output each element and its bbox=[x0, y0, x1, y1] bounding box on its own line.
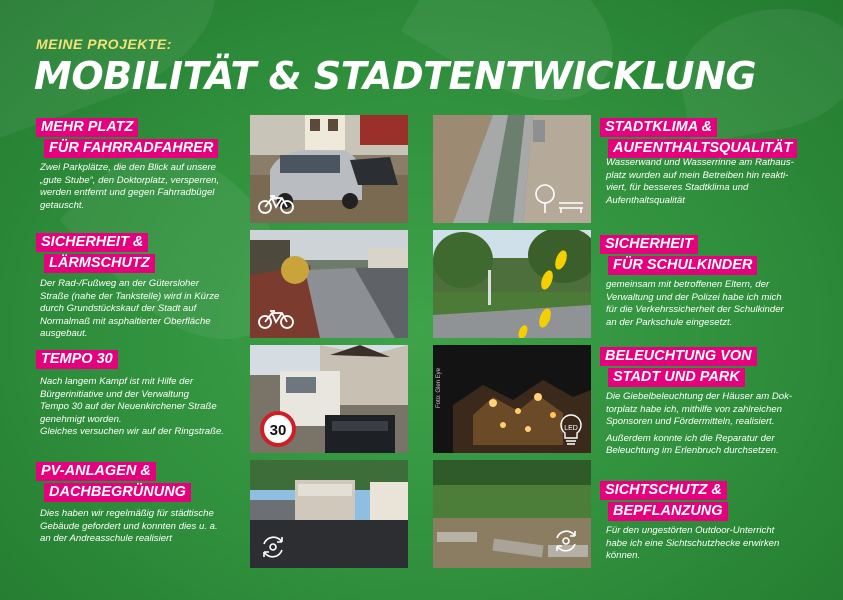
text-line: Sponsoren und Fördermitteln, realisiert. bbox=[606, 416, 775, 428]
text-line: Für den ungestörten Outdoor-Unterricht bbox=[606, 525, 775, 536]
recycle-icon bbox=[258, 532, 288, 562]
text-line: genehmigt worden. bbox=[40, 413, 122, 425]
photo-parking bbox=[250, 115, 408, 223]
text-line: Der Rad-/Fußweg an der Gütersloher bbox=[40, 278, 199, 289]
photo-sidewalk bbox=[250, 230, 408, 338]
text-line: Die Giebelbeleuchtung der Häuser am Dok- bbox=[606, 391, 793, 402]
heading-sichtschutz bbox=[600, 481, 728, 523]
heading-line: STADTKLIMA & bbox=[600, 118, 717, 137]
heading-line: LÄRMSCHUTZ bbox=[44, 254, 155, 273]
text-line: gemeinsam mit betroffenen Eltern, der bbox=[606, 279, 770, 290]
text-line: platz wurden auf mein Betreiben hin reakti- bbox=[606, 169, 789, 181]
text-line: Gleiches versuchen wir auf der Ringstraße. bbox=[40, 426, 224, 438]
page-title: MOBILITÄT & STADTENTWICKLUNG bbox=[34, 54, 757, 98]
heading-tempo30 bbox=[36, 350, 118, 371]
text-line: Wasserwand und Wasserrinne am Rathaus- bbox=[606, 157, 794, 168]
heading-line: PV-ANLAGEN & bbox=[36, 462, 156, 481]
text-line: Straße (nahe der Tankstelle) wird in Kürze bbox=[40, 290, 220, 302]
text-schulkinder bbox=[606, 279, 784, 329]
speed-limit-sign-icon bbox=[260, 411, 296, 447]
text-line: Außerdem konnte ich die Reparatur der bbox=[606, 432, 775, 444]
kicker: MEINE PROJEKTE: bbox=[36, 36, 172, 52]
text-line: Aufenthaltsqualität bbox=[606, 194, 685, 206]
footprints-icon bbox=[513, 248, 573, 338]
text-line: „gute Stube“, den Doktorplatz, versperren, bbox=[40, 174, 220, 186]
photo-water-channel bbox=[433, 115, 591, 223]
text-tempo30 bbox=[40, 376, 224, 439]
heading-laermschutz bbox=[36, 233, 155, 275]
text-line: Normalmaß mit asphaltierter Oberfläche bbox=[40, 315, 211, 327]
text-line: Nach langem Kampf ist mit Hilfe der bbox=[40, 376, 194, 387]
bicycle-icon bbox=[258, 308, 294, 330]
text-line: Beleuchtung im Erlenbruch durchsetzen. bbox=[606, 445, 779, 457]
photo-pv-roof bbox=[250, 460, 408, 568]
text-line: für die Verkehrssicherheit der Schulkinder bbox=[606, 304, 784, 316]
photo-school-crossing bbox=[433, 230, 591, 338]
bicycle-icon bbox=[258, 193, 294, 215]
text-line: Verwaltung und der Polizei habe ich mich bbox=[606, 291, 782, 303]
text-line: können. bbox=[606, 550, 641, 562]
speed-limit-value: 30 bbox=[269, 422, 287, 439]
heading-line: SICHTSCHUTZ & bbox=[600, 481, 727, 500]
heading-line: STADT UND PARK bbox=[608, 368, 745, 387]
text-line: Bürgerinitiative und der Verwaltung bbox=[40, 388, 189, 400]
text-line: habe ich eine Sichtschutzhecke erwirken bbox=[606, 537, 780, 549]
heading-line: BELEUCHTUNG VON bbox=[600, 347, 757, 366]
heading-beleuchtung bbox=[600, 347, 757, 389]
heading-stadtklima bbox=[600, 118, 797, 160]
text-line: torplatz habe ich, mithilfe von zahlreichen bbox=[606, 403, 782, 415]
text-line: viert, für besseres Stadtklima und bbox=[606, 182, 749, 194]
text-line: Gebäude gefordert und konnten dies u. a. bbox=[40, 520, 218, 532]
heading-fahrrad bbox=[36, 118, 218, 160]
text-sichtschutz bbox=[606, 525, 779, 563]
text-line: Zwei Parkplätze, die den Blick auf unsere bbox=[40, 162, 216, 173]
heading-line: FÜR FAHRRADFAHRER bbox=[44, 139, 218, 158]
heading-line: DACHBEGRÜNUNG bbox=[44, 483, 191, 502]
photo-credit: Foto: Glen Eye bbox=[436, 367, 443, 409]
heading-line: MEHR PLATZ bbox=[36, 118, 138, 137]
heading-line: SICHERHEIT & bbox=[36, 233, 148, 252]
text-line: getauscht. bbox=[40, 199, 85, 211]
tree-bench-icon bbox=[533, 183, 585, 215]
heading-line: BEPFLANZUNG bbox=[608, 502, 728, 521]
text-laermschutz bbox=[40, 278, 219, 341]
heading-schulkinder bbox=[600, 235, 757, 277]
heading-line: FÜR SCHULKINDER bbox=[608, 256, 757, 275]
recycle-icon bbox=[551, 526, 581, 556]
led-label: LED bbox=[564, 425, 578, 432]
text-line: durch Grundstückskauf der Stadt auf bbox=[40, 303, 197, 315]
text-fahrrad bbox=[40, 162, 219, 212]
text-line: an der Parkschule eingesetzt. bbox=[606, 316, 733, 328]
text-line: werden entfernt und gegen Fahrradbügel bbox=[40, 187, 215, 199]
led-bulb-icon bbox=[557, 411, 585, 447]
text-line: Dies haben wir regelmäßig für städtische bbox=[40, 508, 214, 519]
photo-night-lights bbox=[433, 345, 591, 453]
photo-hedge bbox=[433, 460, 591, 568]
text-beleuchtung bbox=[606, 391, 792, 458]
text-line: ausgebaut. bbox=[40, 328, 88, 340]
heading-pv bbox=[36, 462, 191, 504]
heading-line: AUFENTHALTSQUALITÄT bbox=[608, 139, 797, 158]
heading-line: TEMPO 30 bbox=[36, 350, 118, 369]
text-stadtklima bbox=[606, 157, 794, 207]
photo-tempo30 bbox=[250, 345, 408, 453]
text-pv bbox=[40, 508, 218, 546]
heading-line: SICHERHEIT bbox=[600, 235, 698, 254]
text-line: Tempo 30 auf der Neuenkirchener Straße bbox=[40, 401, 217, 413]
text-line: an der Andreasschule realisiert bbox=[40, 533, 172, 545]
